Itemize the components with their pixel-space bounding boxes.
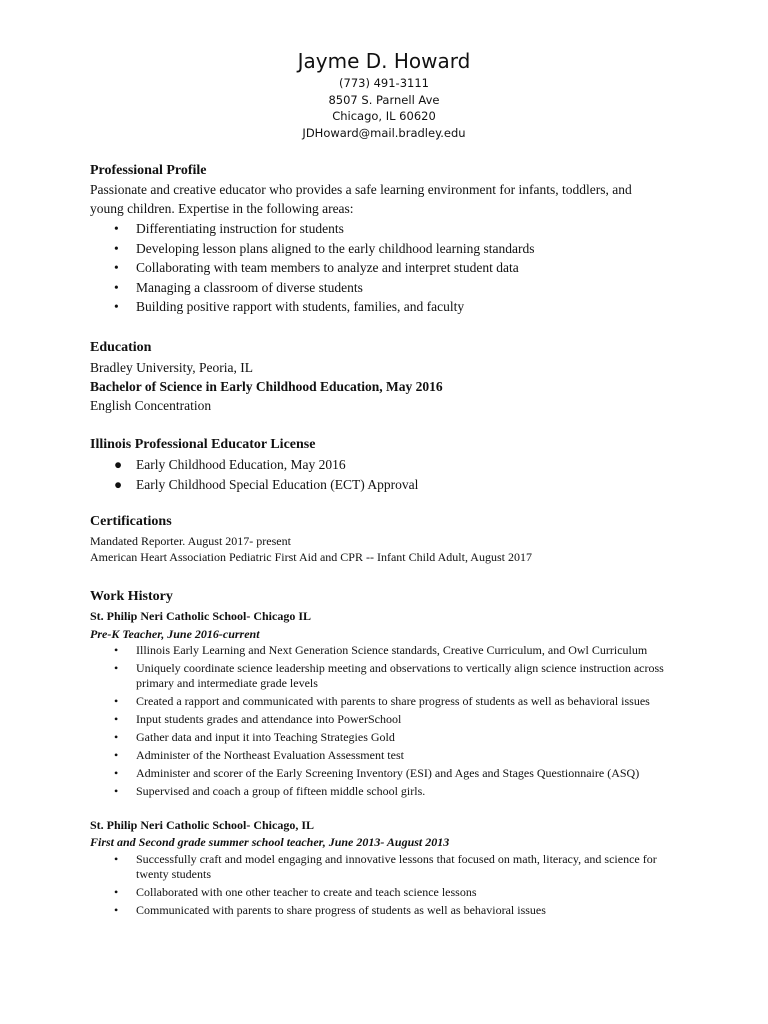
list-item: • Developing lesson plans aligned to the early childhood learning standards	[114, 240, 535, 256]
city-address: Chicago, IL 60620	[332, 109, 436, 123]
list-item: • Successfully craft and model engaging and innovative lessons that focused on math, literacy, and science for twenty students	[114, 852, 657, 881]
list-item: ● Early Childhood Special Education (ECT) Approval	[114, 476, 419, 492]
job-duties-list-1	[114, 643, 681, 802]
job-employer-1: St. Philip Neri Catholic School- Chicago IL	[90, 609, 312, 623]
list-item: • Managing a classroom of diverse students	[114, 279, 363, 295]
certification-line-1: Mandated Reporter. August 2017- present	[90, 534, 291, 548]
list-item: • Differentiating instruction for students	[114, 221, 344, 236]
list-item: • Administer of the Northeast Evaluation Assessment test	[114, 747, 404, 762]
list-item: • Input students grades and attendance into PowerSchool	[114, 711, 402, 726]
section-heading-certifications: Certifications	[90, 514, 172, 529]
section-heading-work-history: Work History	[90, 589, 173, 604]
list-item: • Collaborating with team members to analyze and interpret student data	[114, 260, 519, 275]
profile-summary-line-2: young children. Expertise in the following areas:	[90, 201, 354, 216]
list-item: • Created a rapport and communicated with parents to share progress of students as well as behavioral issues	[114, 693, 650, 708]
job-title-1: Pre-K Teacher, June 2016-current	[90, 627, 260, 641]
phone-number: (773) 491-3111	[339, 76, 429, 90]
list-item: • Uniquely coordinate science leadership meeting and observations to vertically align science instruction across primary and intermediate grade levels	[114, 661, 664, 690]
section-heading-education: Education	[90, 340, 152, 355]
certification-line-2: American Heart Association Pediatric First Aid and CPR -- Infant Child Adult, August 2017	[90, 550, 532, 564]
list-item: • Communicated with parents to share progress of students as well as behavioral issues	[114, 902, 546, 917]
education-degree: Bachelor of Science in Early Childhood Education, May 2016	[90, 379, 443, 394]
license-list	[114, 455, 696, 494]
education-concentration: English Concentration	[90, 398, 212, 413]
profile-summary-line-1: Passionate and creative educator who provides a safe learning environment for infants, toddlers, and	[90, 182, 632, 197]
list-item: • Collaborated with one other teacher to create and teach science lessons	[114, 884, 477, 899]
applicant-name: Jayme D. Howard	[297, 49, 471, 73]
list-item: ● Early Childhood Education, May 2016	[114, 457, 346, 472]
education-school: Bradley University, Peoria, IL	[90, 360, 253, 375]
profile-expertise-list	[114, 219, 696, 317]
list-item: • Gather data and input it into Teaching Strategies Gold	[114, 729, 395, 744]
list-item: • Supervised and coach a group of fifteen middle school girls.	[114, 784, 426, 799]
job-duties-list-2	[114, 852, 681, 921]
job-employer-2: St. Philip Neri Catholic School- Chicago, IL	[90, 818, 315, 832]
section-heading-profile: Professional Profile	[90, 163, 207, 178]
list-item: • Administer and scorer of the Early Screening Inventory (ESI) and Ages and Stages Questionnaire (ASQ)	[114, 766, 640, 781]
job-title-2: First and Second grade summer school teacher, June 2013- August 2013	[90, 835, 450, 849]
email-address: JDHoward@mail.bradley.edu	[302, 126, 466, 140]
section-heading-license: Illinois Professional Educator License	[90, 437, 316, 452]
list-item: • Illinois Early Learning and Next Generation Science standards, Creative Curriculum, and Owl Curriculum	[114, 643, 648, 657]
street-address: 8507 S. Parnell Ave	[328, 93, 440, 107]
list-item: • Building positive rapport with students, families, and faculty	[114, 299, 465, 314]
